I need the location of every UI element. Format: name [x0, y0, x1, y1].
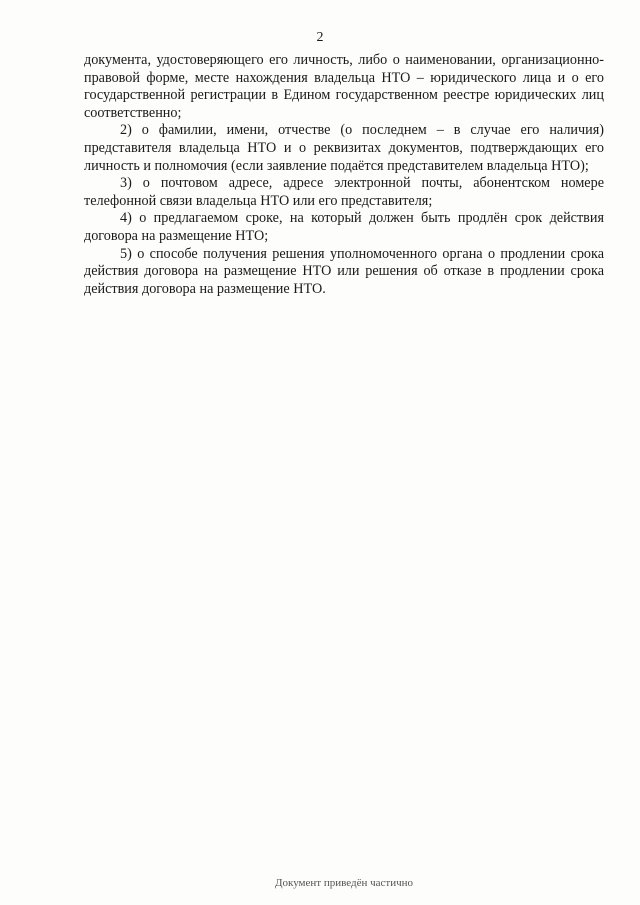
paragraph: 2) о фамилии, имени, отчестве (о последнем – в случае его наличия) представителя владельца НТО и о реквизитах документов, подтверждающих его личность и полномочия (если заявление подаётся представителем владельца НТО); — [84, 122, 604, 174]
paragraph: документа, удостоверяющего его личность, либо о наименовании, организационно-правовой форме, месте нахождения владельца НТО – юридического лица и о его государственной регистрации в Едином государственном реестре юридических лиц соответственно; — [84, 52, 604, 121]
paragraph: 4) о предлагаемом сроке, на который должен быть продлён срок действия договора на размещение НТО; — [84, 210, 604, 244]
paragraph: 3) о почтовом адресе, адресе электронной почты, абонентском номере телефонной связи владельца НТО или его представителя; — [84, 175, 604, 209]
note: Документ приведён частично — [275, 877, 413, 889]
document-body — [84, 52, 604, 298]
page-number: 2 — [316, 30, 324, 45]
paragraph: 5) о способе получения решения уполномоченного органа о продлении срока действия договора на размещение НТО или решения об отказе в продлении срока действия договора на размещение НТО. — [84, 245, 604, 297]
